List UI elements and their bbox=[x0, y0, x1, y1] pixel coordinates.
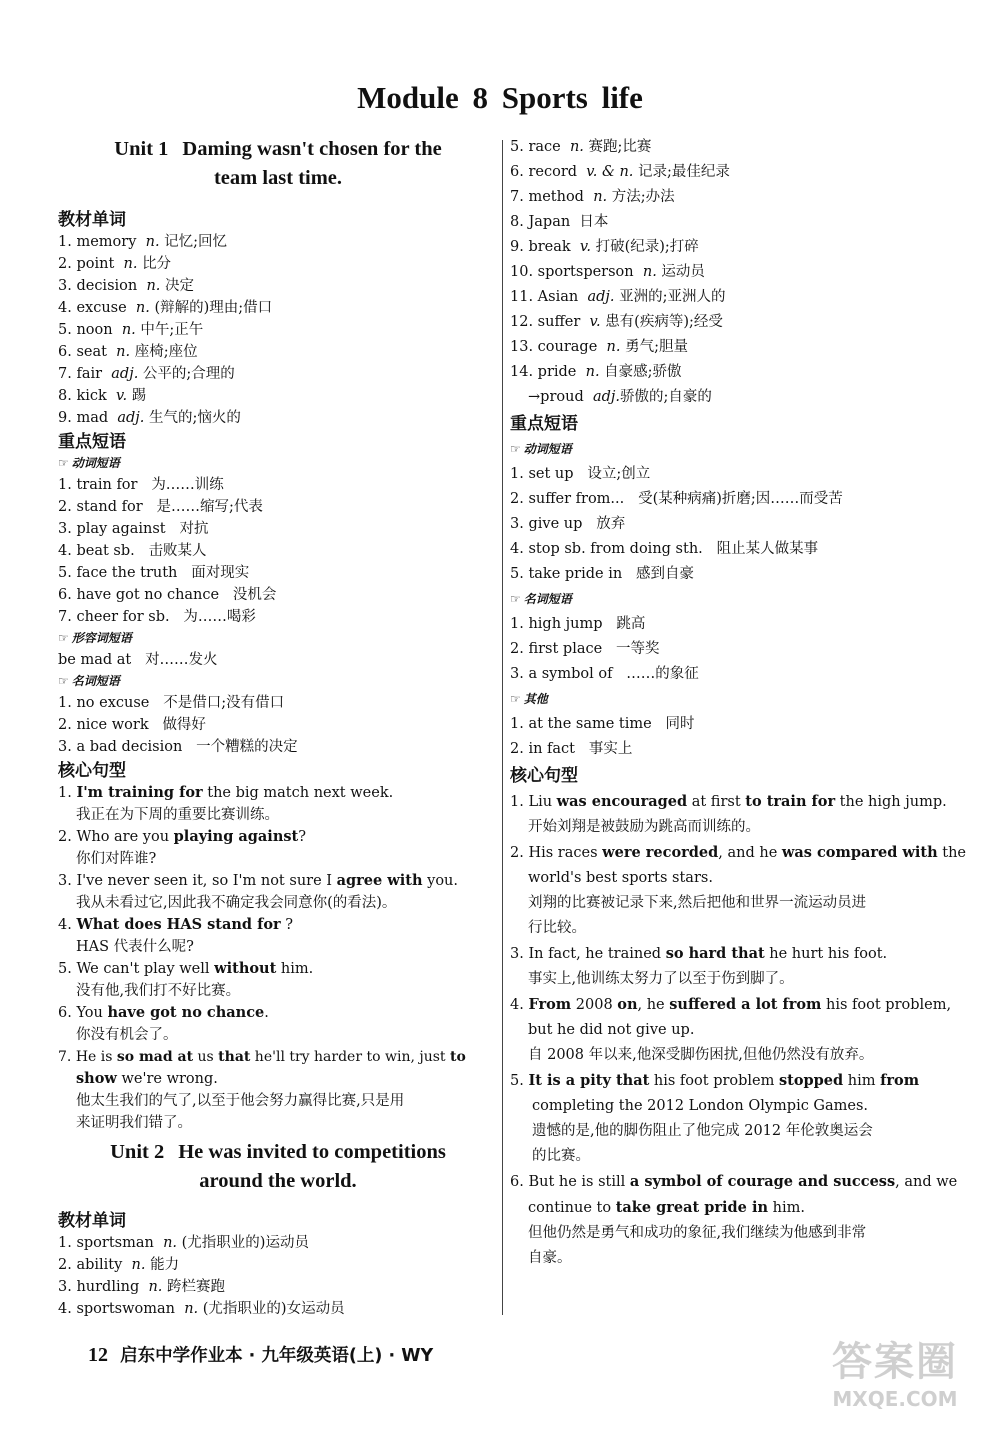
unit1-sentence-5-zh: 没有他,我们打不好比赛。 bbox=[76, 983, 241, 999]
vocab-word: break bbox=[528, 239, 571, 255]
vocab-meaning: 比分 bbox=[142, 256, 172, 272]
unit1-sentence-6-zh: 你没有机会了。 bbox=[76, 1027, 178, 1043]
phrase-zh: 没机会 bbox=[232, 587, 277, 603]
phrase-en: give up bbox=[528, 516, 583, 532]
phrase-en: high jump bbox=[528, 616, 603, 632]
phrase-item bbox=[510, 712, 950, 737]
watermark-top-text: 答案圈 bbox=[832, 1339, 958, 1385]
vocab-pos: v. bbox=[589, 314, 601, 330]
unit1-title-line2: team last time. bbox=[213, 167, 343, 189]
phrase-en: beat sb. bbox=[76, 543, 135, 559]
vocab-meaning: 赛跑;比赛 bbox=[588, 139, 652, 155]
phrase-en: be mad at bbox=[58, 652, 132, 668]
vocab-number: 11. bbox=[510, 289, 538, 305]
vocab-item bbox=[58, 1298, 498, 1320]
vocab-pos: n. bbox=[593, 189, 608, 205]
phrase-number: 2. bbox=[510, 641, 529, 657]
phrase-number: 5. bbox=[510, 566, 529, 582]
hand-pointer-icon: ☞ bbox=[510, 442, 521, 456]
hand-pointer-icon: ☞ bbox=[58, 631, 69, 645]
vocab-number: 9. bbox=[58, 410, 77, 426]
phrase-en: train for bbox=[76, 477, 138, 493]
unit2-other-phrase-list bbox=[510, 712, 950, 762]
unit2-vocab-list-right bbox=[510, 135, 950, 385]
vocab-meaning: 跨栏赛跑 bbox=[167, 1279, 226, 1295]
vocab-meaning: 运动员 bbox=[661, 264, 705, 280]
phrase-item bbox=[58, 496, 498, 518]
unit2-sentence-2-cont: world's best sports stars. bbox=[528, 870, 713, 886]
phrase-zh: 跳高 bbox=[616, 616, 646, 632]
unit1-sentence-6: 6. You have got no chance. bbox=[58, 1004, 269, 1021]
unit1-noun-phrase-heading: ☞ 名词短语 bbox=[58, 674, 120, 688]
vocab-pos: n. bbox=[135, 300, 150, 316]
unit1-sentence-7: 7. He is so mad at us that he'll try harder to win, just to bbox=[58, 1049, 466, 1065]
vocab-meaning: (尤指职业的)运动员 bbox=[181, 1235, 309, 1251]
vocab-word: hurdling bbox=[76, 1279, 140, 1295]
phrase-item bbox=[510, 487, 950, 512]
phrase-zh: 设立;创立 bbox=[587, 466, 651, 482]
phrase-en: at the same time bbox=[528, 716, 652, 732]
vocab-pos: adj. bbox=[587, 289, 615, 305]
page-footer bbox=[88, 1342, 433, 1367]
unit1-sentence-1: 1. I'm training for the big match next week. bbox=[58, 784, 394, 801]
vocab-item bbox=[58, 275, 498, 297]
vocab-meaning: 亚洲的;亚洲人的 bbox=[619, 289, 726, 305]
unit2-label: Unit 2 bbox=[110, 1141, 165, 1163]
phrase-number: 4. bbox=[510, 541, 529, 557]
vocab-number: 4. bbox=[58, 1301, 77, 1317]
vocab-meaning: 决定 bbox=[165, 278, 195, 294]
phrase-item bbox=[58, 562, 498, 584]
phrase-en: face the truth bbox=[76, 565, 178, 581]
hand-pointer-icon: ☞ bbox=[58, 456, 69, 470]
vocab-meaning: 踢 bbox=[131, 388, 147, 404]
vocab-word: decision bbox=[76, 278, 138, 294]
vocab-word: pride bbox=[537, 364, 577, 380]
phrase-zh: 一等奖 bbox=[616, 641, 660, 657]
vocab-word: suffer bbox=[537, 314, 581, 330]
phrase-zh: 对……发火 bbox=[145, 652, 218, 668]
vocab-word: ability bbox=[76, 1257, 123, 1273]
phrase-number: 2. bbox=[58, 717, 77, 733]
vocab-meaning: 能力 bbox=[150, 1257, 180, 1273]
column-divider bbox=[502, 140, 503, 1315]
unit1-vocab-heading: 教材单词 bbox=[58, 210, 126, 230]
phrase-number: 2. bbox=[510, 491, 529, 507]
phrase-number: 7. bbox=[58, 609, 77, 625]
vocab-pos: v. bbox=[579, 239, 591, 255]
vocab-pos: n. bbox=[146, 278, 161, 294]
unit2-verb-phrase-list bbox=[510, 462, 950, 587]
unit1-noun-phrase-list bbox=[58, 692, 498, 758]
unit2-verb-phrase-heading: ☞ 动词短语 bbox=[510, 442, 572, 456]
unit2-sentence-4: 4. From 2008 on, he suffered a lot from his foot problem, bbox=[510, 996, 952, 1013]
unit1-phrase-heading: 重点短语 bbox=[58, 432, 126, 452]
unit1-sentence-3: 3. I've never seen it, so I'm not sure I agree with you. bbox=[58, 872, 459, 889]
vocab-pos: n. bbox=[121, 322, 136, 338]
unit1-sentence-4-zh: HAS 代表什么呢? bbox=[76, 939, 194, 955]
unit2-sentence-1: 1. Liu was encouraged at first to train for the high jump. bbox=[510, 793, 947, 810]
phrase-en: cheer for sb. bbox=[76, 609, 170, 625]
vocab-word: kick bbox=[76, 388, 107, 404]
unit1-adj-phrase-list bbox=[58, 649, 498, 671]
phrase-number: 1. bbox=[510, 466, 529, 482]
vocab-word: method bbox=[528, 189, 584, 205]
unit2-vocab-heading: 教材单词 bbox=[58, 1211, 126, 1231]
vocab-item bbox=[58, 1276, 498, 1298]
vocab-meaning: 记忆;回忆 bbox=[164, 234, 228, 250]
unit1-sentence-heading: 核心句型 bbox=[58, 761, 126, 781]
vocab-meaning: 日本 bbox=[579, 214, 609, 230]
vocab-number: 10. bbox=[510, 264, 538, 280]
vocab-item bbox=[510, 210, 950, 235]
unit1-sentence-7-zh1: 他太生我们的气了,以至于他会努力赢得比赛,只是用 bbox=[76, 1093, 405, 1109]
vocab-pos: n. bbox=[569, 139, 584, 155]
vocab-meaning: 打破(纪录);打碎 bbox=[595, 239, 699, 255]
vocab-pos: adj. bbox=[111, 366, 139, 382]
vocab-meaning: 勇气;胆量 bbox=[625, 339, 688, 355]
phrase-item bbox=[510, 662, 950, 687]
vocab-word: mad bbox=[76, 410, 109, 426]
vocab-number: 2. bbox=[58, 256, 77, 272]
phrase-item bbox=[510, 562, 950, 587]
phrase-en: first place bbox=[528, 641, 603, 657]
vocab-word: fair bbox=[76, 366, 103, 382]
vocab-item bbox=[58, 319, 498, 341]
vocab-item bbox=[58, 385, 498, 407]
vocab-pos: v. bbox=[116, 388, 128, 404]
phrase-zh: 放弃 bbox=[596, 516, 626, 532]
unit1-sentence-5: 5. We can't play well without him. bbox=[58, 960, 314, 977]
phrase-en: a symbol of bbox=[528, 666, 613, 682]
phrase-item bbox=[58, 474, 498, 496]
vocab-item bbox=[58, 1232, 498, 1254]
phrase-zh: 面对现实 bbox=[191, 565, 250, 581]
phrase-zh: 受(某种病痛)折磨;因……而受苦 bbox=[638, 491, 843, 507]
vocab-word: excuse bbox=[76, 300, 127, 316]
vocab-item bbox=[58, 231, 498, 253]
unit2-sentence-4-cont: but he did not give up. bbox=[528, 1022, 695, 1038]
vocab-number: 5. bbox=[510, 139, 529, 155]
unit2-title-line1: He was invited to competitions bbox=[178, 1141, 446, 1163]
vocab-item bbox=[510, 185, 950, 210]
phrase-item bbox=[510, 637, 950, 662]
vocab-meaning: 生气的;恼火的 bbox=[149, 410, 241, 426]
phrase-item bbox=[510, 537, 950, 562]
unit2-sentence-3: 3. In fact, he trained so hard that he hurt his foot. bbox=[510, 945, 888, 962]
unit2-sentence-5-zh2: 的比赛。 bbox=[532, 1148, 590, 1164]
vocab-pos: n. bbox=[163, 1235, 178, 1251]
vocab-number: 9. bbox=[510, 239, 529, 255]
page-number: 12 bbox=[88, 1344, 108, 1366]
vocab-pos: n. bbox=[606, 339, 621, 355]
vocab-pos: n. bbox=[642, 264, 657, 280]
phrase-number: 1. bbox=[510, 716, 529, 732]
unit2-sentence-5: 5. It is a pity that his foot problem stopped him from bbox=[510, 1072, 920, 1089]
vocab-number: 7. bbox=[510, 189, 529, 205]
unit2-sentence-2-zh2: 行比较。 bbox=[528, 920, 586, 936]
vocab-number: 6. bbox=[510, 164, 529, 180]
vocab-number: 2. bbox=[58, 1257, 77, 1273]
phrase-item bbox=[58, 518, 498, 540]
unit1-sentence-4: 4. What does HAS stand for ? bbox=[58, 916, 294, 933]
unit2-sentence-1-zh: 开始刘翔是被鼓励为跳高而训练的。 bbox=[528, 819, 760, 835]
phrase-number: 5. bbox=[58, 565, 77, 581]
unit2-noun-phrase-heading: ☞ 名词短语 bbox=[510, 592, 572, 606]
vocab-number: 3. bbox=[58, 278, 77, 294]
vocab-item bbox=[510, 285, 950, 310]
unit1-label: Unit 1 bbox=[114, 138, 169, 160]
vocab-number: 8. bbox=[58, 388, 77, 404]
vocab-item bbox=[58, 407, 498, 429]
vocab-word: sportsman bbox=[76, 1235, 154, 1251]
phrase-item bbox=[58, 714, 498, 736]
page-title: Module 8 Sports life bbox=[357, 80, 643, 115]
phrase-zh: 不是借口;没有借口 bbox=[163, 695, 285, 711]
vocab-item bbox=[510, 260, 950, 285]
unit1-title-line1: Daming wasn't chosen for the bbox=[182, 138, 442, 160]
hand-pointer-icon: ☞ bbox=[510, 692, 521, 706]
vocab-number: 3. bbox=[58, 1279, 77, 1295]
vocab-meaning: 自豪感;骄傲 bbox=[604, 364, 682, 380]
vocab-meaning: 记录;最佳纪录 bbox=[638, 164, 730, 180]
phrase-item bbox=[58, 540, 498, 562]
vocab-word: sportswoman bbox=[76, 1301, 175, 1317]
phrase-zh: 同时 bbox=[665, 716, 695, 732]
phrase-en: in fact bbox=[528, 741, 575, 757]
phrase-zh: 击败某人 bbox=[148, 543, 207, 559]
unit1-sentence-1-zh: 我正在为下周的重要比赛训练。 bbox=[76, 807, 279, 823]
phrase-en: stand for bbox=[76, 499, 143, 515]
vocab-pos: n. bbox=[116, 344, 131, 360]
phrase-item bbox=[58, 692, 498, 714]
phrase-number: 3. bbox=[58, 521, 77, 537]
vocab-meaning: 方法;办法 bbox=[611, 189, 675, 205]
hand-pointer-icon: ☞ bbox=[58, 674, 69, 688]
phrase-item bbox=[510, 737, 950, 762]
vocab-number: 5. bbox=[58, 322, 77, 338]
vocab-word: noon bbox=[76, 322, 113, 338]
vocab-word: Asian bbox=[537, 289, 579, 305]
unit1-adj-phrase-heading: ☞ 形容词短语 bbox=[58, 631, 132, 645]
vocab-meaning: 患有(疾病等);经受 bbox=[605, 314, 723, 330]
phrase-zh: 为……喝彩 bbox=[183, 609, 256, 625]
unit2-title-line2: around the world. bbox=[199, 1170, 357, 1192]
vocab-item bbox=[58, 363, 498, 385]
vocab-pos: n. bbox=[123, 256, 138, 272]
unit1-sentence-7-cont: show we're wrong. bbox=[76, 1070, 218, 1087]
vocab-word: courage bbox=[537, 339, 598, 355]
watermark-logo bbox=[810, 1330, 980, 1430]
phrase-en: suffer from... bbox=[528, 491, 625, 507]
vocab-number: 1. bbox=[58, 1235, 77, 1251]
right-column bbox=[510, 135, 966, 1271]
vocab-word: sportsperson bbox=[537, 264, 634, 280]
unit2-sentence-2: 2. His races were recorded, and he was compared with the bbox=[510, 844, 966, 861]
vocab-item bbox=[58, 297, 498, 319]
phrase-number: 1. bbox=[510, 616, 529, 632]
unit2-other-heading: ☞ 其他 bbox=[510, 692, 548, 706]
vocab-meaning: (尤指职业的)女运动员 bbox=[202, 1301, 345, 1317]
vocab-item bbox=[58, 253, 498, 275]
vocab-number: 1. bbox=[58, 234, 77, 250]
phrase-number: 3. bbox=[58, 739, 77, 755]
phrase-en: take pride in bbox=[528, 566, 623, 582]
vocab-word: seat bbox=[76, 344, 107, 360]
vocab-word: race bbox=[528, 139, 561, 155]
unit1-sentence-3-zh: 我从未看过它,因此我不确定我会同意你(的看法)。 bbox=[76, 895, 397, 911]
left-column bbox=[58, 135, 498, 1320]
unit1-sentence-7-zh2: 来证明我们错了。 bbox=[76, 1115, 192, 1131]
vocab-meaning: 中午;正午 bbox=[140, 322, 204, 338]
phrase-item bbox=[510, 612, 950, 637]
vocab-word: record bbox=[528, 164, 578, 180]
phrase-number: 3. bbox=[510, 516, 529, 532]
unit2-sentence-5-cont: completing the 2012 London Olympic Games. bbox=[532, 1098, 869, 1114]
phrase-zh: 对抗 bbox=[179, 521, 209, 537]
vocab-item bbox=[58, 341, 498, 363]
phrase-item bbox=[58, 584, 498, 606]
vocab-number: 14. bbox=[510, 364, 538, 380]
phrase-en: set up bbox=[528, 466, 574, 482]
unit2-sentence-heading: 核心句型 bbox=[510, 766, 578, 786]
phrase-en: play against bbox=[76, 521, 166, 537]
phrase-item bbox=[58, 736, 498, 758]
unit2-phrase-heading: 重点短语 bbox=[510, 414, 578, 434]
phrase-number: 6. bbox=[58, 587, 77, 603]
unit1-verb-phrase-heading: ☞ 动词短语 bbox=[58, 456, 120, 470]
unit2-sentence-5-zh1: 遗憾的是,他的脚伤阻止了他完成 2012 年伦敦奥运会 bbox=[532, 1123, 873, 1139]
vocab-pos: v. & n. bbox=[586, 164, 634, 180]
phrase-zh: 感到自豪 bbox=[636, 566, 695, 582]
phrase-number: 3. bbox=[510, 666, 529, 682]
vocab-pos: adj. bbox=[117, 410, 145, 426]
phrase-en: no excuse bbox=[76, 695, 150, 711]
vocab-number: 13. bbox=[510, 339, 538, 355]
vocab-item bbox=[58, 1254, 498, 1276]
vocab-word: Japan bbox=[528, 214, 571, 230]
vocab-number: 8. bbox=[510, 214, 529, 230]
vocab-pos: n. bbox=[585, 364, 600, 380]
phrase-item bbox=[58, 649, 498, 671]
unit2-noun-phrase-list bbox=[510, 612, 950, 687]
phrase-number: 4. bbox=[58, 543, 77, 559]
vocab-meaning: 座椅;座位 bbox=[134, 344, 198, 360]
vocab-item bbox=[510, 235, 950, 260]
unit2-sentence-6-zh1: 但他仍然是勇气和成功的象征,我们继续为他感到非常 bbox=[528, 1225, 867, 1241]
vocab-number: 6. bbox=[58, 344, 77, 360]
phrase-item bbox=[58, 606, 498, 628]
phrase-en: have got no chance bbox=[76, 587, 220, 603]
phrase-en: nice work bbox=[76, 717, 149, 733]
vocab-pos: n. bbox=[184, 1301, 199, 1317]
unit1-sentence-2: 2. Who are you playing against? bbox=[58, 828, 306, 845]
unit2-vocab-list-left bbox=[58, 1232, 498, 1320]
unit2-derived-word: →proud adj.骄傲的;自豪的 bbox=[528, 389, 712, 405]
phrase-en: stop sb. from doing sth. bbox=[528, 541, 703, 557]
phrase-item bbox=[510, 512, 950, 537]
phrase-zh: 做得好 bbox=[162, 717, 206, 733]
vocab-item bbox=[510, 335, 950, 360]
unit2-sentence-3-zh: 事实上,他训练太努力了以至于伤到脚了。 bbox=[528, 971, 794, 987]
vocab-item bbox=[510, 360, 950, 385]
unit1-title bbox=[58, 135, 498, 193]
unit1-sentence-2-zh: 你们对阵谁? bbox=[76, 851, 157, 867]
vocab-number: 12. bbox=[510, 314, 538, 330]
unit2-title bbox=[58, 1138, 498, 1196]
phrase-number: 2. bbox=[510, 741, 529, 757]
phrase-en: a bad decision bbox=[76, 739, 183, 755]
phrase-zh: 一个糟糕的决定 bbox=[196, 739, 298, 755]
unit2-sentence-6-zh2: 自豪。 bbox=[528, 1250, 572, 1266]
footer-book-title: 启东中学作业本 · 九年级英语(上) · WY bbox=[120, 1346, 434, 1366]
phrase-zh: 事实上 bbox=[588, 741, 633, 757]
vocab-meaning: (辩解的)理由;借口 bbox=[154, 300, 273, 316]
vocab-pos: n. bbox=[145, 234, 160, 250]
phrase-zh: ……的象征 bbox=[626, 666, 699, 682]
vocab-meaning: 公平的;合理的 bbox=[142, 366, 235, 382]
vocab-word: memory bbox=[76, 234, 137, 250]
vocab-word: point bbox=[76, 256, 115, 272]
phrase-number: 1. bbox=[58, 477, 77, 493]
phrase-zh: 为……训练 bbox=[151, 477, 224, 493]
phrase-zh: 阻止某人做某事 bbox=[716, 541, 819, 557]
unit2-sentence-6: 6. But he is still a symbol of courage and success, and we bbox=[510, 1173, 958, 1190]
phrase-number: 1. bbox=[58, 695, 77, 711]
vocab-item bbox=[510, 160, 950, 185]
phrase-item bbox=[510, 462, 950, 487]
unit1-verb-phrase-list bbox=[58, 474, 498, 628]
phrase-number: 2. bbox=[58, 499, 77, 515]
vocab-pos: n. bbox=[131, 1257, 146, 1273]
vocab-item bbox=[510, 310, 950, 335]
unit2-sentence-2-zh1: 刘翔的比赛被记录下来,然后把他和世界一流运动员进 bbox=[528, 895, 867, 911]
hand-pointer-icon: ☞ bbox=[510, 592, 521, 606]
watermark-bottom-text: MXQE.COM bbox=[832, 1387, 958, 1411]
vocab-pos: n. bbox=[148, 1279, 163, 1295]
unit1-vocab-list bbox=[58, 231, 498, 429]
unit2-sentence-6-cont: continue to take great pride in him. bbox=[528, 1199, 805, 1216]
vocab-number: 4. bbox=[58, 300, 77, 316]
unit2-sentence-4-zh: 自 2008 年以来,他深受脚伤困扰,但他仍然没有放弃。 bbox=[528, 1047, 874, 1063]
phrase-zh: 是……缩写;代表 bbox=[156, 499, 263, 515]
vocab-item bbox=[510, 135, 950, 160]
vocab-number: 7. bbox=[58, 366, 77, 382]
